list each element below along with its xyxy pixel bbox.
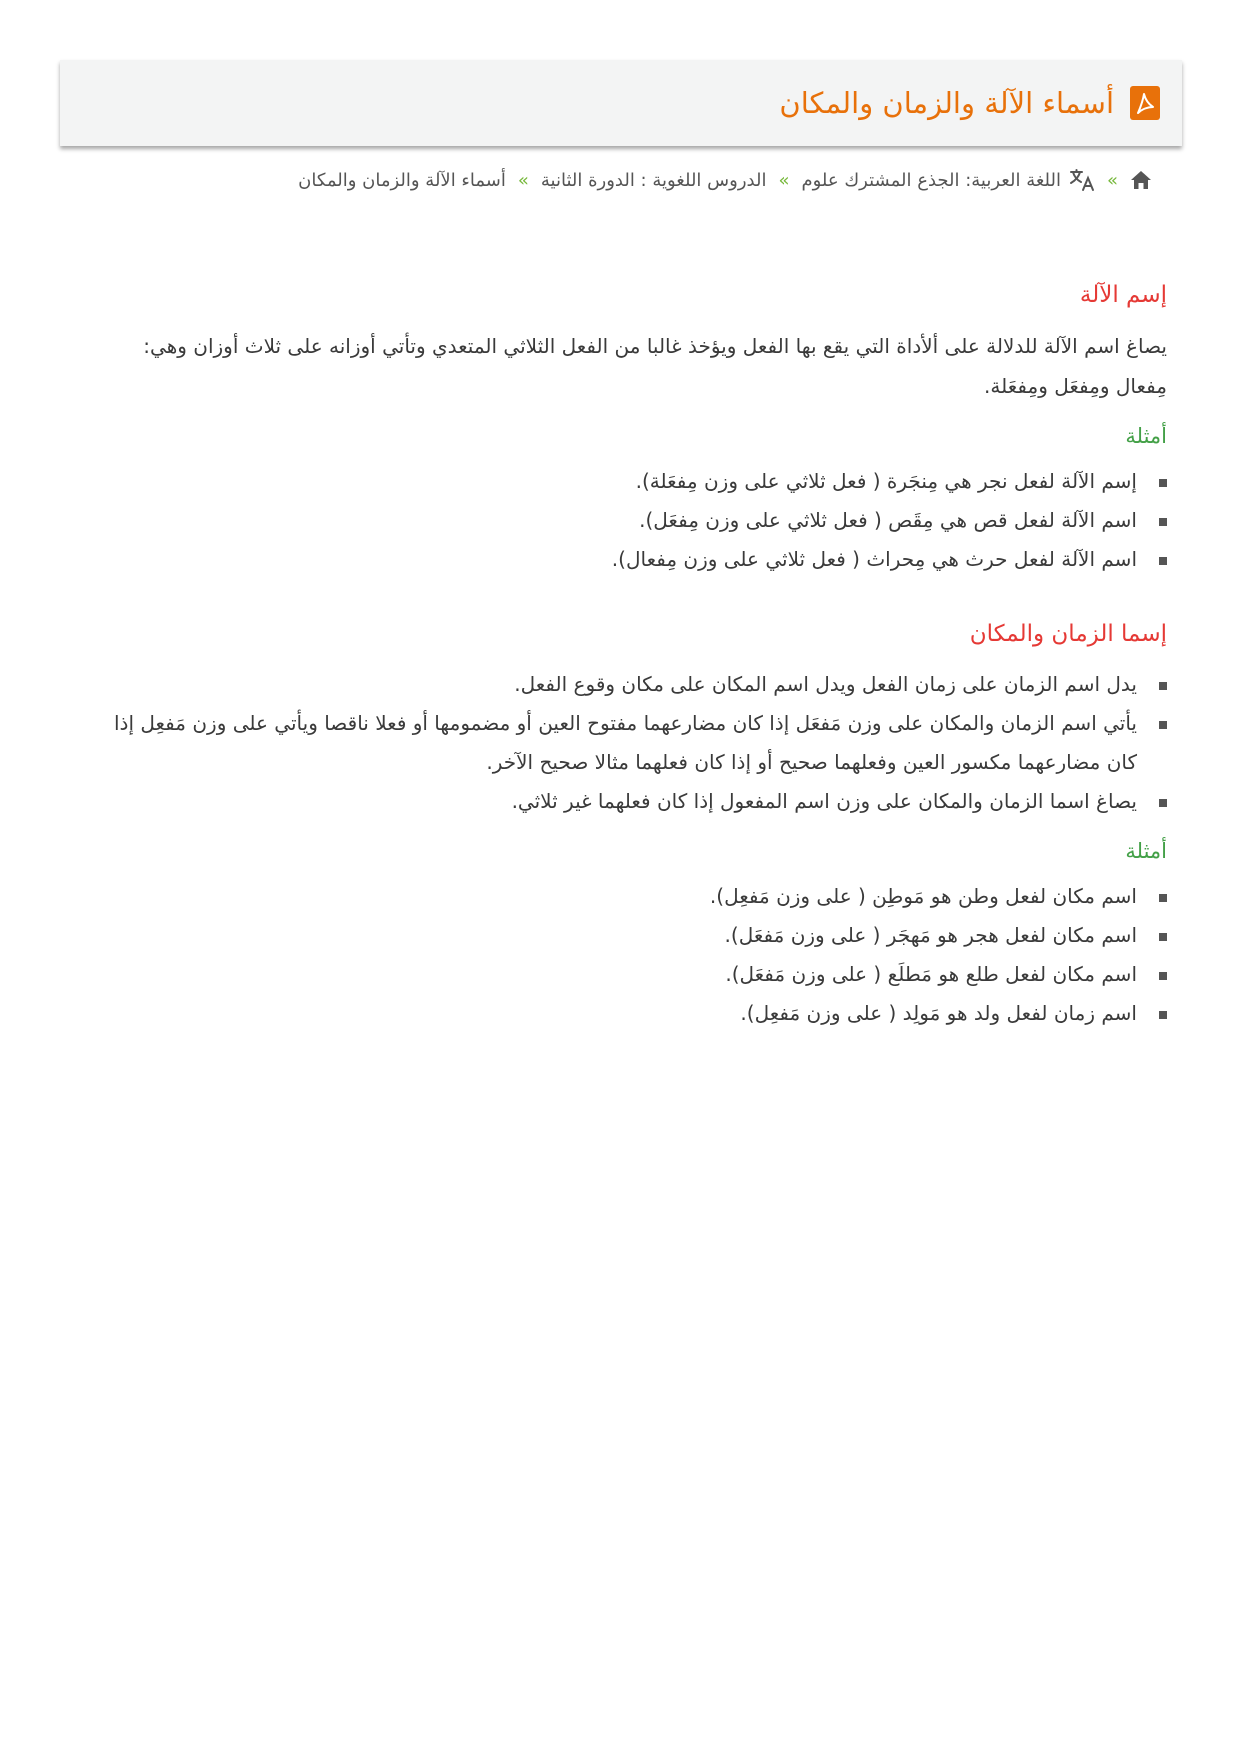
list-item: إسم الآلة لفعل نجر هي مِنجَرة ( فعل ثلاثي على وزن مِفعَلة). — [105, 462, 1137, 501]
list-item: اسم الآلة لفعل حرث هي مِحراث ( فعل ثلاثي على وزن مِفعال). — [105, 540, 1137, 579]
list-item: يأتي اسم الزمان والمكان على وزن مَفعَل إذا كان مضارعهما مفتوح العين أو مضمومها أو فعلا ناقصا ويأتي على وزن مَفعِل إذا كان مضارعهما مكسور العين وفعلهما صحيح أو إذا كان فعلهما مثالا صحيح الآخر. — [105, 704, 1137, 782]
rules-list — [105, 665, 1167, 821]
section-heading-instrument-noun: إسم الآلة — [1079, 282, 1167, 308]
pdf-icon[interactable] — [1130, 86, 1160, 120]
list-item: اسم مكان لفعل هجر هو مَهجَر ( على وزن مَفعَل). — [105, 916, 1137, 955]
list-item: اسم مكان لفعل طلع هو مَطلَع ( على وزن مَفعَل). — [105, 955, 1137, 994]
list-item: اسم مكان لفعل وطن هو مَوطِن ( على وزن مَفعِل). — [105, 877, 1137, 916]
breadcrumb-item-current: أسماء الآلة والزمان والمكان — [298, 169, 506, 191]
breadcrumb-separator: » — [1106, 169, 1118, 191]
breadcrumb-separator: » — [517, 169, 529, 191]
translate-icon — [1069, 168, 1095, 192]
title-card — [60, 60, 1182, 146]
examples-list — [105, 877, 1167, 1033]
home-icon[interactable] — [1130, 170, 1152, 190]
list-item: اسم زمان لفعل ولد هو مَولِد ( على وزن مَفعِل). — [105, 994, 1137, 1033]
section-paragraph: يصاغ اسم الآلة للدلالة على ألأداة التي يقع بها الفعل ويؤخذ غالبا من الفعل الثلاثي المتعدي وتأتي أوزانه على ثلاث أوزان وهي: مِفعال ومِفعَل ومِفعَلة. — [143, 334, 1167, 398]
examples-heading: أمثلة — [1125, 839, 1167, 863]
page — [60, 60, 1182, 1033]
lesson-content — [60, 282, 1182, 1033]
list-item: يدل اسم الزمان على زمان الفعل ويدل اسم المكان على مكان وقوع الفعل. — [105, 665, 1137, 704]
list-item: اسم الآلة لفعل قص هي مِقَص ( فعل ثلاثي على وزن مِفعَل). — [105, 501, 1137, 540]
breadcrumb-item-course[interactable]: اللغة العربية: الجذع المشترك علوم — [801, 169, 1061, 191]
page-title: أسماء الآلة والزمان والمكان — [779, 86, 1114, 120]
list-item: يصاغ اسما الزمان والمكان على وزن اسم المفعول إذا كان فعلهما غير ثلاثي. — [105, 782, 1137, 821]
breadcrumb — [60, 168, 1182, 192]
breadcrumb-separator: » — [778, 169, 790, 191]
section-heading-time-place-nouns: إسما الزمان والمكان — [969, 621, 1167, 647]
examples-heading: أمثلة — [1125, 424, 1167, 448]
breadcrumb-item-lessons[interactable]: الدروس اللغوية : الدورة الثانية — [540, 169, 767, 191]
examples-list — [105, 462, 1167, 579]
